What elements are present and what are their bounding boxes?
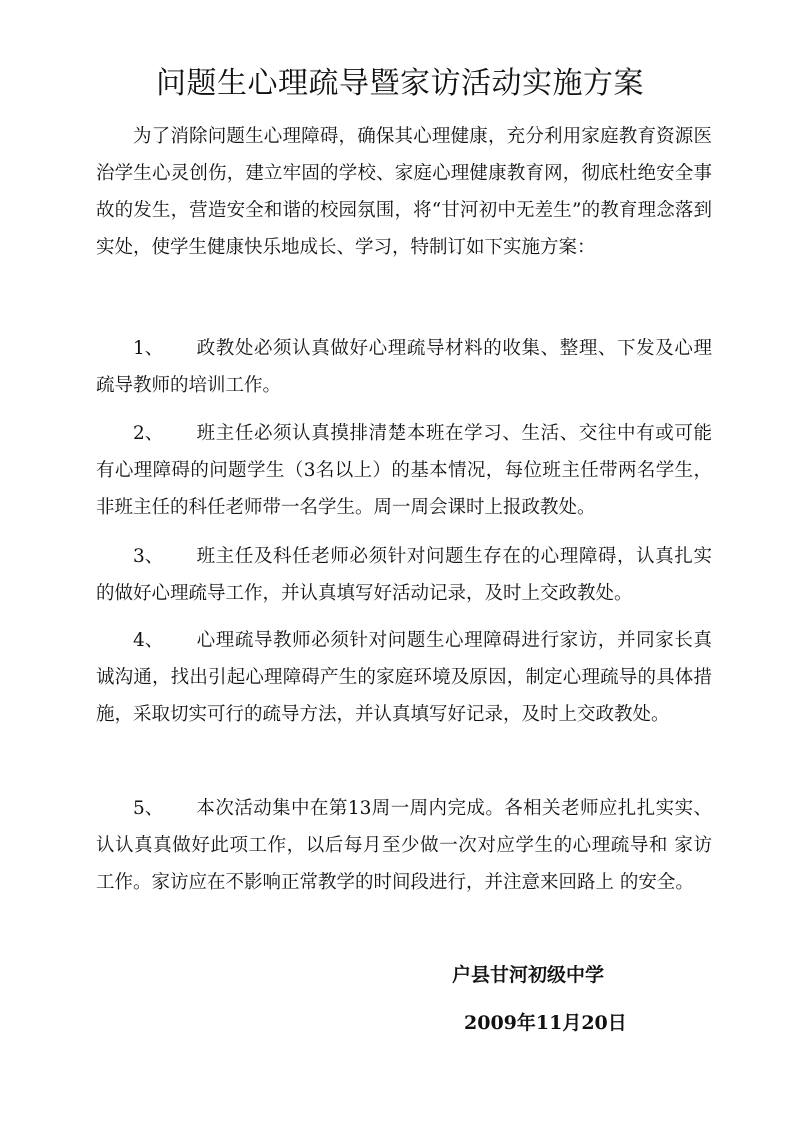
list-item [96, 790, 712, 901]
item-number: 4、 [133, 630, 164, 651]
item-number: 1、 [133, 338, 164, 359]
list-item [96, 415, 712, 526]
item-number: 3、 [133, 546, 164, 567]
item-number: 2、 [133, 423, 164, 444]
item-text: 本次活动集中在第13周一周内完成。各相关老师应扎扎实实、 认认真真做好此项工作，以后每月至少做一次对应学生的心理疏导和 家访工作。家访应在不影响正常教学的时间段进行，并注意来回路上 的安全。 [96, 798, 712, 893]
item-text: 心理疏导教师必须针对问题生心理障碍进行家访，并同家长真诚沟通，找出引起心理障碍产生的家庭环境及原因，制定心理疏导的具体措施，采取切实可行的疏导方法，并认真填写好记录，及时上交政教处。 [96, 630, 712, 725]
list-item [96, 538, 712, 612]
item-text: 班主任必须认真摸排清楚本班在学习、生活、交往中有或可能有心理障碍的问题学生（3名以上）的基本情况，每位班主任带两名学生，非班主任的科任老师带一名学生。周一周会课时上报政教处。 [96, 423, 712, 518]
list-item [96, 622, 712, 733]
list-item [96, 330, 712, 404]
intro-paragraph: 为了消除问题生心理障碍，确保其心理健康，充分利用家庭教育资源医治学生心灵创伤，建立牢固的学校、家庭心理健康教育网，彻底杜绝安全事故的发生，营造安全和谐的校园氛围，将“甘河初中无差生”的教育理念落到实处，使学生健康快乐地成长、学习，特制订如下实施方案： [96, 126, 712, 258]
signature-school: 户县甘河初级中学 [452, 964, 605, 986]
document-title: 问题生心理疏导暨家访活动实施方案 [156, 66, 644, 101]
item-text: 班主任及科任老师必须针对问题生存在的心理障碍，认真扎实的做好心理疏导工作，并认真填写好活动记录，及时上交政教处。 [96, 546, 712, 604]
item-text: 政教处必须认真做好心理疏导材料的收集、整理、下发及心理疏导教师的培训工作。 [96, 338, 712, 396]
signature-date: 2009年11月20日 [464, 1012, 627, 1034]
item-number: 5、 [133, 798, 164, 819]
